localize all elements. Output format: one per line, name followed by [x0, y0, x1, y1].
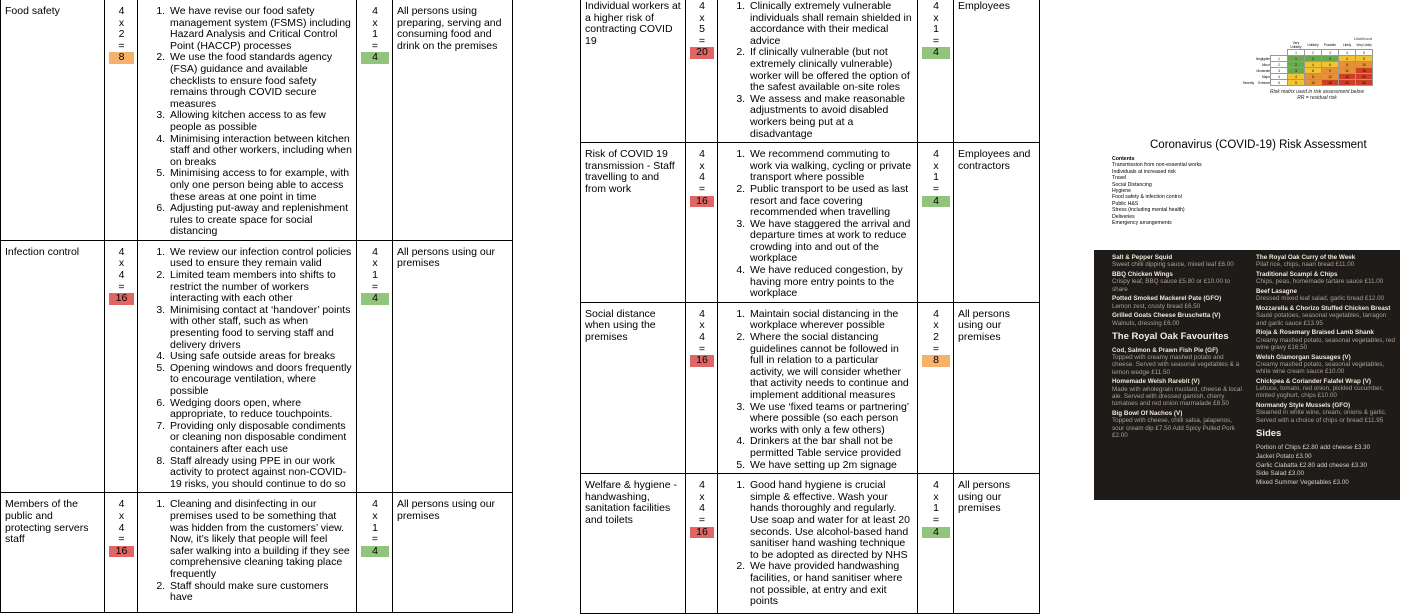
initial-risk-result: 16: [690, 196, 714, 208]
controls-cell: [138, 240, 357, 492]
score-part: x: [699, 11, 705, 24]
menu-item: [1256, 254, 1398, 269]
matrix-cell: 20: [1356, 74, 1373, 80]
contents-list: [1112, 156, 1202, 226]
initial-risk-cell: [686, 302, 718, 473]
menu-item-name: Beef Lasagne: [1256, 287, 1297, 295]
residual-risk-result: 4: [922, 527, 950, 539]
menu-item-desc: Lettuce, tomato, red onion, pickled cucumber, minted yoghurt, chips £10.00: [1256, 385, 1384, 400]
menu-item-name: Grilled Goats Cheese Bruschetta (V): [1112, 312, 1221, 320]
matrix-cell: 12: [1339, 68, 1356, 74]
controls-list: [142, 247, 353, 490]
score-part: =: [698, 34, 706, 47]
matrix-cell: 20: [1339, 80, 1356, 86]
controls-list: [142, 499, 353, 603]
score-part: 4: [699, 502, 705, 515]
risk-row: [1, 493, 513, 613]
control-item: 2. Staff should make sure customers have: [168, 581, 353, 604]
matrix-cell: 6: [1305, 68, 1322, 74]
score-part: 5: [699, 23, 705, 36]
matrix-row-label: Moderate: [1256, 68, 1270, 73]
score-part: =: [118, 280, 125, 293]
score-part: x: [118, 509, 125, 522]
initial-risk-result: 8: [109, 52, 134, 64]
menu-item: [1112, 295, 1244, 310]
residual-risk-result: 4: [361, 546, 389, 558]
score-part: =: [371, 533, 379, 546]
control-item: 4. Minimising interaction between kitchen staff and other workers, including when on breaks: [168, 134, 353, 169]
score-part: x: [372, 509, 378, 522]
matrix-cell: 15: [1322, 80, 1339, 86]
menu-item: [1112, 347, 1244, 376]
control-item: 2. Public transport to be used as last resort and face covering recommended when travelling: [748, 184, 914, 219]
menu-item-name: Cod, Salmon & Prawn Fish Pie (GF): [1112, 346, 1219, 354]
matrix-cell: 4: [1305, 62, 1322, 68]
score-part: 4: [699, 0, 705, 12]
contents-item: Emergency arrangements: [1112, 220, 1172, 227]
menu-item: [1256, 402, 1398, 424]
menu-item: [1256, 305, 1398, 327]
matrix-cell: 5: [1356, 56, 1373, 62]
matrix-col-label: Very Unlikely: [1290, 41, 1302, 49]
control-item: 2. We use the food standards agency (FSA) guidance and available checklists to ensure food safety remains through COVID secure measures: [168, 52, 353, 110]
menu-item: [1112, 254, 1244, 269]
controls-list: [722, 480, 914, 608]
risk-table-left-panel: [0, 0, 520, 604]
control-item: 2. We have provided handwashing facilities, or hand sanitiser where not possible, at entry and exit points: [748, 561, 914, 607]
menu-right-column: [1256, 254, 1398, 488]
control-item: 5. Minimising access to for example, with only one person being able to access these areas at one point in time: [168, 168, 353, 203]
score-part: =: [698, 513, 706, 526]
matrix-row-label: Minor: [1262, 62, 1270, 67]
residual-risk-cell: [918, 143, 954, 303]
residual-risk-cell: [918, 302, 954, 473]
control-item: 1. Clinically extremely vulnerable individuals shall remain shielded in accordance with their medical advice: [748, 1, 914, 47]
matrix-col-num: 2: [1305, 50, 1322, 56]
controls-list: [722, 1, 914, 140]
menu-item-name: The Royal Oak Curry of the Week: [1256, 254, 1356, 261]
menu-item: [1112, 271, 1244, 293]
residual-risk-result: 8: [922, 355, 950, 367]
score-part: 4: [118, 521, 125, 534]
hazard-cell: Individual workers at a higher risk of contracting COVID 19: [581, 0, 686, 143]
matrix-row-label: Negligible: [1256, 56, 1270, 61]
score-part: 4: [699, 331, 705, 344]
control-item: 6. Adjusting put-away and replenishment rules to create space for social distancing: [168, 203, 353, 238]
menu-item: [1112, 378, 1244, 407]
control-item: 2. If clinically vulnerable (but not extremely clinically vulnerable) worker will be offered the option of the safest available on-site roles: [748, 47, 914, 93]
initial-risk-result: 20: [690, 47, 714, 59]
menu-item-desc: Topped with cheese, chilli salsa, jalapenos, sour cream dip £7.50 Add Spicy Pulled Pork £2.00: [1112, 417, 1235, 439]
side-item: Mixed Summer Vegetables £3.00: [1256, 479, 1349, 487]
matrix-cell: 4: [1288, 74, 1305, 80]
who-at-risk-cell: Employees and contractors: [954, 143, 1040, 303]
score-part: 2: [118, 28, 125, 41]
score-part: 4: [933, 148, 939, 161]
score-part: x: [372, 257, 378, 270]
score-part: 4: [699, 479, 705, 492]
matrix-row-num: 2: [1271, 62, 1288, 68]
score-part: 1: [933, 502, 939, 515]
contents-item: Hygiene: [1112, 188, 1132, 195]
controls-cell: [718, 302, 918, 473]
risk-table-right: [580, 0, 1040, 614]
matrix-cell: 1: [1288, 56, 1305, 62]
residual-risk-cell: [918, 474, 954, 614]
risk-table-left: [0, 0, 513, 613]
control-item: 5. We have setting up 2m signage: [748, 460, 914, 472]
control-item: 4. Using safe outside areas for breaks: [168, 351, 353, 363]
control-item: 1. Good hand hygiene is crucial simple & effective. Wash your hands thoroughly and regularly. Use soap and water for at least 20 seconds. Use alcohol-based hand sanitiser hand washing technique to be adopted as directed by NHS: [748, 480, 914, 561]
menu-item-desc: Walnuts, dressing £6.00: [1112, 319, 1180, 327]
matrix-header-row: [1242, 41, 1373, 50]
hazard-cell: Food safety: [1, 0, 105, 240]
menu-item-desc: Pilaf rice, chips, naan bread £11.00: [1256, 261, 1355, 269]
score-part: 4: [933, 0, 939, 12]
who-at-risk-cell: All persons using our premises: [954, 302, 1040, 473]
score-part: =: [698, 342, 706, 355]
residual-risk-cell: [918, 0, 954, 143]
who-at-risk-cell: All persons using our premises: [393, 493, 513, 613]
matrix-col-label: Likely: [1342, 43, 1352, 47]
matrix-caption-line: Risk matrix used in risk assessment below: [1270, 89, 1364, 95]
hazard-cell: Risk of COVID 19 transmission - Staff travelling to and from work: [581, 143, 686, 303]
score-part: =: [371, 280, 379, 293]
menu-item: [1112, 312, 1244, 327]
matrix-cell: 15: [1356, 68, 1373, 74]
matrix-cell: 8: [1305, 74, 1322, 80]
score-part: =: [698, 182, 706, 195]
control-item: 4. Drinkers at the bar shall not be permitted Table service provided: [748, 436, 914, 459]
contents-item: Social Distancing: [1112, 181, 1152, 188]
score-part: x: [933, 11, 939, 24]
menu-item: [1256, 288, 1398, 303]
menu-item-name: Traditional Scampi & Chips: [1256, 270, 1338, 278]
menu-item-name: BBQ Chicken Wings: [1112, 270, 1173, 278]
initial-risk-cell: [105, 493, 138, 613]
matrix-col-num: 3: [1322, 50, 1339, 56]
menu-item-name: Mozzarella & Chorizo Stuffed Chicken Breast: [1256, 304, 1391, 312]
risk-row: [581, 474, 1040, 614]
initial-risk-cell: [105, 0, 138, 240]
contents-item: Individuals at increased risk: [1112, 168, 1176, 175]
pub-menu-photo: [1094, 250, 1400, 500]
matrix-row-num: 3: [1271, 68, 1288, 74]
initial-risk-cell: [105, 240, 138, 492]
matrix-col-num: 4: [1339, 50, 1356, 56]
risk-row: [1, 0, 513, 240]
matrix-col-label: Unlikely: [1307, 43, 1319, 47]
cover-and-menu-panel: [1094, 0, 1400, 500]
initial-risk-result: 16: [690, 527, 714, 539]
control-item: 2. Limited team members into shifts to restrict the number of workers interacting with each other: [168, 270, 353, 305]
menu-item: [1256, 378, 1398, 400]
control-item: 3. Minimising contact at ‘handover’ points with other staff, such as when presenting food to serving staff and delivery drivers: [168, 305, 353, 351]
score-part: 4: [933, 479, 939, 492]
risk-row: [581, 143, 1040, 303]
favourites-heading: The Royal Oak Favourites: [1112, 330, 1229, 342]
controls-list: [722, 149, 914, 300]
menu-item: [1256, 329, 1398, 351]
risk-row: [581, 302, 1040, 473]
score-part: 4: [118, 5, 125, 17]
control-item: 2. Where the social distancing guidelines cannot be followed in full in relation to a particular activity, we will consider whether that activity needs to continue and implement additional measures: [748, 332, 914, 402]
menu-item-name: Rioja & Rosemary Braised Lamb Shank: [1256, 329, 1374, 337]
residual-risk-cell: [357, 0, 393, 240]
score-part: x: [933, 159, 939, 172]
control-item: 1. We review our infection control policies used to ensure they remain valid: [168, 247, 353, 270]
matrix-col-num: 5: [1356, 50, 1373, 56]
menu-item-desc: Creamy mashed potato, seasonal vegetables, white wine cream sauce £10.00: [1256, 360, 1385, 376]
score-part: 2: [933, 331, 939, 344]
residual-risk-result: 4: [922, 196, 950, 208]
risk-matrix: [1232, 36, 1402, 101]
contents-item: Travel: [1112, 175, 1127, 182]
contents-heading: Contents: [1112, 156, 1135, 162]
control-item: 1. We recommend commuting to work via walking, cycling or private transport where possible: [748, 149, 914, 184]
initial-risk-result: 16: [109, 546, 134, 558]
risk-row: [581, 0, 1040, 143]
document-title: Coronavirus (COVID-19) Risk Assessment: [1150, 139, 1367, 151]
who-at-risk-cell: All persons using our premises: [954, 474, 1040, 614]
control-item: 4. We have reduced congestion, by having more entry points to the workplace: [748, 265, 914, 300]
hazard-cell: Social distance when using the premises: [581, 302, 686, 473]
contents-item: Food safety & infection control: [1112, 194, 1182, 201]
menu-item-desc: Dressed mixed leaf salad, garlic bread £12.00: [1256, 295, 1385, 303]
side-item: Garlic Ciabatta £2.80 add cheese £3.30: [1256, 461, 1367, 469]
score-part: 4: [699, 307, 705, 320]
initial-risk-cell: [686, 0, 718, 143]
matrix-cell: 3: [1288, 68, 1305, 74]
score-part: x: [118, 257, 125, 270]
who-at-risk-cell: All persons using our premises: [393, 240, 513, 492]
hazard-cell: Welfare & hygiene - handwashing, sanitation facilities and toilets: [581, 474, 686, 614]
contents-item: Transmission from non-essential works: [1112, 162, 1202, 169]
matrix-cell: 4: [1339, 56, 1356, 62]
score-part: 1: [372, 28, 378, 41]
score-part: 1: [372, 269, 378, 282]
score-part: 4: [118, 245, 125, 258]
menu-item: [1112, 410, 1244, 439]
risk-table-right-panel: [558, 0, 1058, 608]
side-item: Portion of Chips £2.80 add cheese £3.30: [1256, 443, 1371, 451]
who-at-risk-cell: Employees: [954, 0, 1040, 143]
control-item: 8. Staff already using PPE in our work activity to protect against non-COVID-19 risks, you should continue to do so: [168, 456, 353, 491]
controls-cell: [138, 493, 357, 613]
score-part: x: [118, 16, 125, 29]
menu-item-name: Normandy Style Mussels (GFO): [1256, 402, 1351, 410]
score-part: 1: [372, 521, 378, 534]
contents-item: Deliveries: [1112, 213, 1135, 220]
menu-item-name: Big Bowl Of Nachos (V): [1112, 410, 1183, 417]
score-part: 4: [699, 148, 705, 161]
menu-item-name: Potted Smoked Mackerel Pate (GFO): [1112, 295, 1222, 303]
matrix-row: [1242, 80, 1373, 86]
matrix-cell: 3: [1322, 56, 1339, 62]
controls-list: [722, 309, 914, 471]
menu-item-name: Salt & Pepper Squid: [1112, 254, 1173, 261]
residual-risk-cell: [357, 493, 393, 613]
matrix-cell: 2: [1288, 62, 1305, 68]
score-part: x: [699, 490, 705, 503]
matrix-col-label: Possible: [1323, 43, 1337, 47]
score-part: 4: [372, 245, 378, 258]
matrix-caption-rr: RR = residual risk: [1297, 95, 1337, 101]
matrix-cell: 25: [1356, 80, 1373, 86]
control-item: 7. Providing only disposable condiments or cleaning non disposable condiment containers after each use: [168, 421, 353, 456]
control-item: 3. We use ‘fixed teams or partnering’ where possible (so each person works with only a few others): [748, 402, 914, 437]
menu-item-desc: Sweet chilli dipping sauce, mixed leaf £6.00: [1112, 261, 1234, 269]
control-item: 3. We assess and make reasonable adjustments to avoid disabled workers being put at a disadvantage: [748, 94, 914, 140]
menu-item-desc: Chips, peas, homemade tartare sauce £11.00: [1256, 278, 1384, 286]
residual-risk-result: 4: [361, 52, 389, 64]
control-item: 3. We have staggered the arrival and departure times at work to reduce crowding into and out of the workplace: [748, 219, 914, 265]
control-item: 5. Opening windows and doors frequently to encourage ventilation, where possible: [168, 363, 353, 398]
score-part: =: [932, 513, 940, 526]
score-part: x: [699, 159, 705, 172]
matrix-row-num: 1: [1271, 56, 1288, 62]
score-part: 4: [933, 307, 939, 320]
score-part: 4: [372, 498, 378, 511]
hazard-cell: Infection control: [1, 240, 105, 492]
control-item: 6. Wedging doors open, where appropriate, to reduce touchpoints.: [168, 398, 353, 421]
matrix-row-label: Severity Extreme: [1242, 80, 1270, 85]
score-part: =: [371, 39, 379, 52]
controls-cell: [718, 474, 918, 614]
menu-item-desc: Sauté potatoes, seasonal vegetables, tarragon and garlic sauce £13.95: [1256, 312, 1387, 327]
score-part: =: [932, 182, 940, 195]
side-item: Jacket Potato £3.00: [1256, 452, 1312, 460]
menu-item-desc: Lemon zest, crusty bread £6.50: [1112, 302, 1201, 310]
score-part: 4: [118, 269, 125, 282]
score-part: 4: [372, 5, 378, 17]
controls-cell: [138, 0, 357, 240]
menu-left-column: [1112, 254, 1244, 442]
menu-item-name: Welsh Glamorgan Sausages (V): [1256, 353, 1351, 361]
matrix-row-label: Major: [1262, 74, 1270, 79]
score-part: =: [932, 34, 940, 47]
matrix-cell: 9: [1322, 68, 1339, 74]
matrix-cell: 6: [1322, 62, 1339, 68]
control-item: 1. Cleaning and disinfecting in our premises used to be something that was hidden from the customers’ view. Now, it’s likely that people will feel safer walking into a building if they see comprehensive cleaning taking place frequently: [168, 499, 353, 580]
initial-risk-cell: [686, 474, 718, 614]
menu-item-desc: Made with wholegrain mustard, cheese & local ale. Served with dressed garnish, cherry tomatoes and red onion marmalade £8.50: [1112, 385, 1242, 408]
initial-risk-result: 16: [109, 293, 134, 305]
controls-cell: [718, 143, 918, 303]
control-item: 3. Allowing kitchen access to as few people as possible: [168, 110, 353, 133]
score-part: x: [933, 490, 939, 503]
score-part: =: [118, 39, 125, 52]
score-part: =: [118, 533, 125, 546]
matrix-cell: 16: [1339, 74, 1356, 80]
menu-item-desc: Steamed in white wine, cream, onions & garlic. Served with a choice of chips or bread £11.95: [1256, 409, 1387, 424]
matrix-cell: 8: [1339, 62, 1356, 68]
risk-row: [1, 240, 513, 492]
score-part: x: [933, 319, 939, 332]
initial-risk-result: 16: [690, 355, 714, 367]
sides-heading: Sides: [1256, 427, 1282, 439]
control-item: 1. We have revise our food safety management system (FSMS) including Hazard Analysis and Critical Control Point (HACCP) processes: [168, 6, 353, 52]
matrix-cell: 5: [1288, 80, 1305, 86]
hazard-cell: Members of the public and protecting servers staff: [1, 493, 105, 613]
matrix-row-num: 5: [1271, 80, 1288, 86]
score-part: x: [372, 16, 378, 29]
residual-risk-result: 4: [922, 47, 950, 59]
residual-risk-result: 4: [361, 293, 389, 305]
score-part: 1: [933, 23, 939, 36]
menu-item-desc: Topped with creamy mashed potato and cheese. Served with seasonal vegetables & a lemon wedge £11.50: [1112, 354, 1240, 376]
matrix-cell: 12: [1322, 74, 1339, 80]
score-part: 4: [118, 498, 125, 511]
menu-item-desc: Creamy mashed potato, seasonal vegetables, red wine gravy £16.50: [1256, 336, 1395, 351]
controls-cell: [718, 0, 918, 143]
matrix-caption: [1232, 89, 1402, 101]
score-part: x: [699, 319, 705, 332]
score-part: =: [932, 342, 940, 355]
residual-risk-cell: [357, 240, 393, 492]
menu-item: [1256, 354, 1398, 376]
score-part: 4: [699, 171, 705, 184]
initial-risk-cell: [686, 143, 718, 303]
matrix-col-num: 1: [1288, 50, 1305, 56]
menu-item: [1256, 271, 1398, 286]
matrix-cell: 10: [1356, 62, 1373, 68]
menu-item-name: Homemade Welsh Rarebit (V): [1112, 378, 1200, 386]
contents-item: Public H&S: [1112, 200, 1139, 207]
contents-item: Stress (including mental health): [1112, 207, 1185, 214]
matrix-col-label: Very Likely: [1356, 43, 1372, 47]
control-item: 1. Maintain social distancing in the workplace wherever possible: [748, 309, 914, 332]
matrix-likelihood-label: Likelihood: [1353, 36, 1372, 41]
matrix-cell: 10: [1305, 80, 1322, 86]
matrix-cell: 2: [1305, 56, 1322, 62]
risk-matrix-table: [1242, 41, 1373, 86]
score-part: 1: [933, 171, 939, 184]
menu-item-desc: Crispy leaf, BBQ sauce £5.80 or £10.00 to share: [1112, 278, 1230, 293]
menu-item-name: Chickpea & Coriander Falafel Wrap (V): [1256, 377, 1372, 385]
controls-list: [142, 6, 353, 238]
side-item: Side Salad £3.00: [1256, 470, 1304, 478]
matrix-row-num: 4: [1271, 74, 1288, 80]
who-at-risk-cell: All persons using preparing, serving and consuming food and drink on the premises: [393, 0, 513, 240]
severity-label: Severity: [1242, 80, 1255, 85]
